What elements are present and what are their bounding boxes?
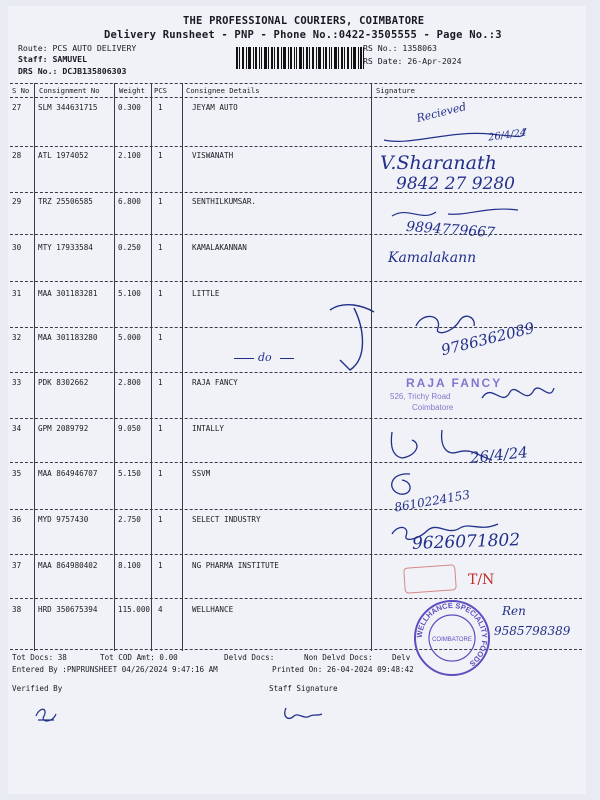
col-divider xyxy=(182,83,183,651)
col-divider xyxy=(114,83,115,651)
row-consignee: SSVM xyxy=(192,469,211,478)
row-sno: 32 xyxy=(12,333,22,342)
rs-number: RS No.: 1358063 xyxy=(363,43,437,53)
wellhance-round-stamp xyxy=(412,598,492,678)
handwritten-phone: 9786362089 xyxy=(439,318,537,360)
signature-scribble xyxy=(324,298,394,378)
row-sno: 34 xyxy=(12,424,22,433)
row-sno: 35 xyxy=(12,469,22,478)
company-title: THE PROFESSIONAL COURIERS, COIMBATORE xyxy=(183,15,425,27)
row-consignment: HRD 350675394 xyxy=(38,605,98,614)
row-sno: 27 xyxy=(12,103,22,112)
stamp-city: Coimbatore xyxy=(412,403,454,412)
row-divider xyxy=(10,372,582,373)
col-consignment: Consignment No xyxy=(39,86,100,95)
col-divider xyxy=(151,83,152,651)
row-weight: 5.150 xyxy=(118,469,141,478)
row-consignment: MAA 301183281 xyxy=(38,289,98,298)
handwritten-name: Ren xyxy=(502,604,526,618)
row-consignment: MYD 9757430 xyxy=(38,515,89,524)
row-sno: 37 xyxy=(12,561,22,570)
row-weight: 5.000 xyxy=(118,333,141,342)
handwritten-phone: 9894779667 xyxy=(405,218,496,242)
row-consignment: TRZ 25506585 xyxy=(38,197,93,206)
row-consignment: MTY 17933584 xyxy=(38,243,93,252)
stamp-shop-name: RAJA FANCY xyxy=(406,376,503,390)
row-sno: 29 xyxy=(12,197,22,206)
row-pcs: 1 xyxy=(158,424,163,433)
verified-signature xyxy=(32,704,62,726)
row-divider xyxy=(10,598,582,599)
signature-scribble xyxy=(478,378,558,414)
ditto-dash-right xyxy=(280,358,294,359)
row-consignee: LITTLE xyxy=(192,289,220,298)
row-pcs: 4 xyxy=(158,605,163,614)
row-consignee: KAMALAKANNAN xyxy=(192,243,247,252)
stamp-address: 526, Trichy Road xyxy=(390,392,451,401)
row-consignee: WELLHANCE xyxy=(192,605,234,614)
handwritten-date: 26/4/24 xyxy=(469,443,529,467)
col-pcs: PCS xyxy=(154,86,167,95)
row-weight: 115.000 xyxy=(118,605,151,614)
printed-on: Printed On: 26-04-2024 09:48:42 xyxy=(272,665,414,674)
row-weight: 2.750 xyxy=(118,515,141,524)
verified-by-label: Verified By xyxy=(12,684,63,693)
col-signature: Signature xyxy=(376,86,415,95)
row-consignee: SENTHILKUMSAR. xyxy=(192,197,257,206)
row-pcs: 1 xyxy=(158,243,163,252)
route-label: Route: PCS AUTO DELIVERY xyxy=(18,43,137,53)
staff-signature xyxy=(280,702,326,726)
row-sno: 31 xyxy=(12,289,22,298)
row-divider xyxy=(10,418,582,419)
row-weight: 2.100 xyxy=(118,151,141,160)
handwritten-mark: T/N xyxy=(468,572,495,588)
row-pcs: 1 xyxy=(158,378,163,387)
delivered-docs: Delvd Docs: xyxy=(224,653,275,662)
handwritten-name: Kamalakann xyxy=(388,250,477,266)
row-sno: 38 xyxy=(12,605,22,614)
row-consignment: PDK 8302662 xyxy=(38,378,89,387)
row-consignment: SLM 344631715 xyxy=(38,103,98,112)
handwritten-phone: 9842 27 9280 xyxy=(396,174,515,194)
row-sno: 28 xyxy=(12,151,22,160)
row-weight: 0.250 xyxy=(118,243,141,252)
handwritten-ditto: do xyxy=(258,351,272,364)
row-consignment: MAA 864946707 xyxy=(38,469,98,478)
total-docs: Tot Docs: 38 xyxy=(12,653,67,662)
runsheet-page xyxy=(8,6,586,794)
row-consignment: MAA 301183280 xyxy=(38,333,98,342)
row-consignee: NG PHARMA INSTITUTE xyxy=(192,561,279,570)
col-sno: S No xyxy=(12,86,30,95)
row-sno: 36 xyxy=(12,515,22,524)
row-pcs: 1 xyxy=(158,469,163,478)
row-pcs: 1 xyxy=(158,289,163,298)
ditto-dash-left xyxy=(234,358,254,359)
handwritten-phone: 9626071802 xyxy=(411,530,521,554)
row-weight: 0.300 xyxy=(118,103,141,112)
red-stamp-mark xyxy=(403,564,457,594)
staff-signature-label: Staff Signature xyxy=(269,684,338,693)
total-cod: Tot COD Amt: 0.00 xyxy=(100,653,178,662)
delivered-cut: Delv xyxy=(392,653,411,662)
row-weight: 6.800 xyxy=(118,197,141,206)
row-divider xyxy=(10,234,582,235)
row-pcs: 1 xyxy=(158,197,163,206)
row-divider xyxy=(10,554,582,555)
stamp-city-text: COIMBATORE xyxy=(432,637,472,643)
row-consignment: ATL 1974052 xyxy=(38,151,89,160)
col-consignee: Consignee Details xyxy=(186,86,260,95)
row-consignee: VISWANATH xyxy=(192,151,234,160)
col-divider xyxy=(34,83,35,651)
row-pcs: 1 xyxy=(158,515,163,524)
handwritten-phone: 9585798389 xyxy=(494,624,571,638)
row-pcs: 1 xyxy=(158,151,163,160)
entered-by: Entered By :PNPRUNSHEET 04/26/2024 9:47:16 AM xyxy=(12,665,218,674)
row-pcs: 1 xyxy=(158,103,163,112)
row-consignee: INTALLY xyxy=(192,424,225,433)
table-bottom-rule xyxy=(10,649,582,650)
header-top-rule xyxy=(10,83,582,84)
row-sno: 30 xyxy=(12,243,22,252)
row-divider xyxy=(10,509,582,510)
row-divider xyxy=(10,281,582,282)
handwritten-received: Recieved xyxy=(415,100,468,125)
row-weight: 9.050 xyxy=(118,424,141,433)
row-consignee: SELECT INDUSTRY xyxy=(192,515,261,524)
barcode-image xyxy=(236,47,364,69)
row-pcs: 1 xyxy=(158,333,163,342)
row-consignee: JEYAM AUTO xyxy=(192,103,238,112)
row-sno: 33 xyxy=(12,378,22,387)
row-weight: 2.800 xyxy=(118,378,141,387)
row-weight: 8.100 xyxy=(118,561,141,570)
stamp-outer-text: WELLHANCE SPECIALITY FOODS xyxy=(414,600,490,669)
handwritten-date: 26/4/24 xyxy=(487,127,528,144)
runsheet-subtitle: Delivery Runsheet - PNP - Phone No.:0422-3505555 - Page No.:3 xyxy=(104,29,502,41)
row-weight: 5.100 xyxy=(118,289,141,298)
row-consignee: RAJA FANCY xyxy=(192,378,238,387)
rs-date: RS Date: 26-Apr-2024 xyxy=(363,56,462,66)
staff-label: Staff: SAMUVEL xyxy=(18,54,88,64)
row-pcs: 1 xyxy=(158,561,163,570)
handwritten-phone: 8610224153 xyxy=(393,487,471,515)
header-bottom-rule xyxy=(10,97,582,98)
drs-label: DRS No.: DCJB135806303 xyxy=(18,66,127,76)
signature-scribble xyxy=(380,116,530,148)
row-consignment: GPM 2089792 xyxy=(38,424,89,433)
non-delivered-docs: Non Delvd Docs: xyxy=(304,653,373,662)
row-consignment: MAA 864980402 xyxy=(38,561,98,570)
col-weight: Weight xyxy=(119,86,145,95)
handwritten-name: V.Sharanath xyxy=(380,152,497,174)
